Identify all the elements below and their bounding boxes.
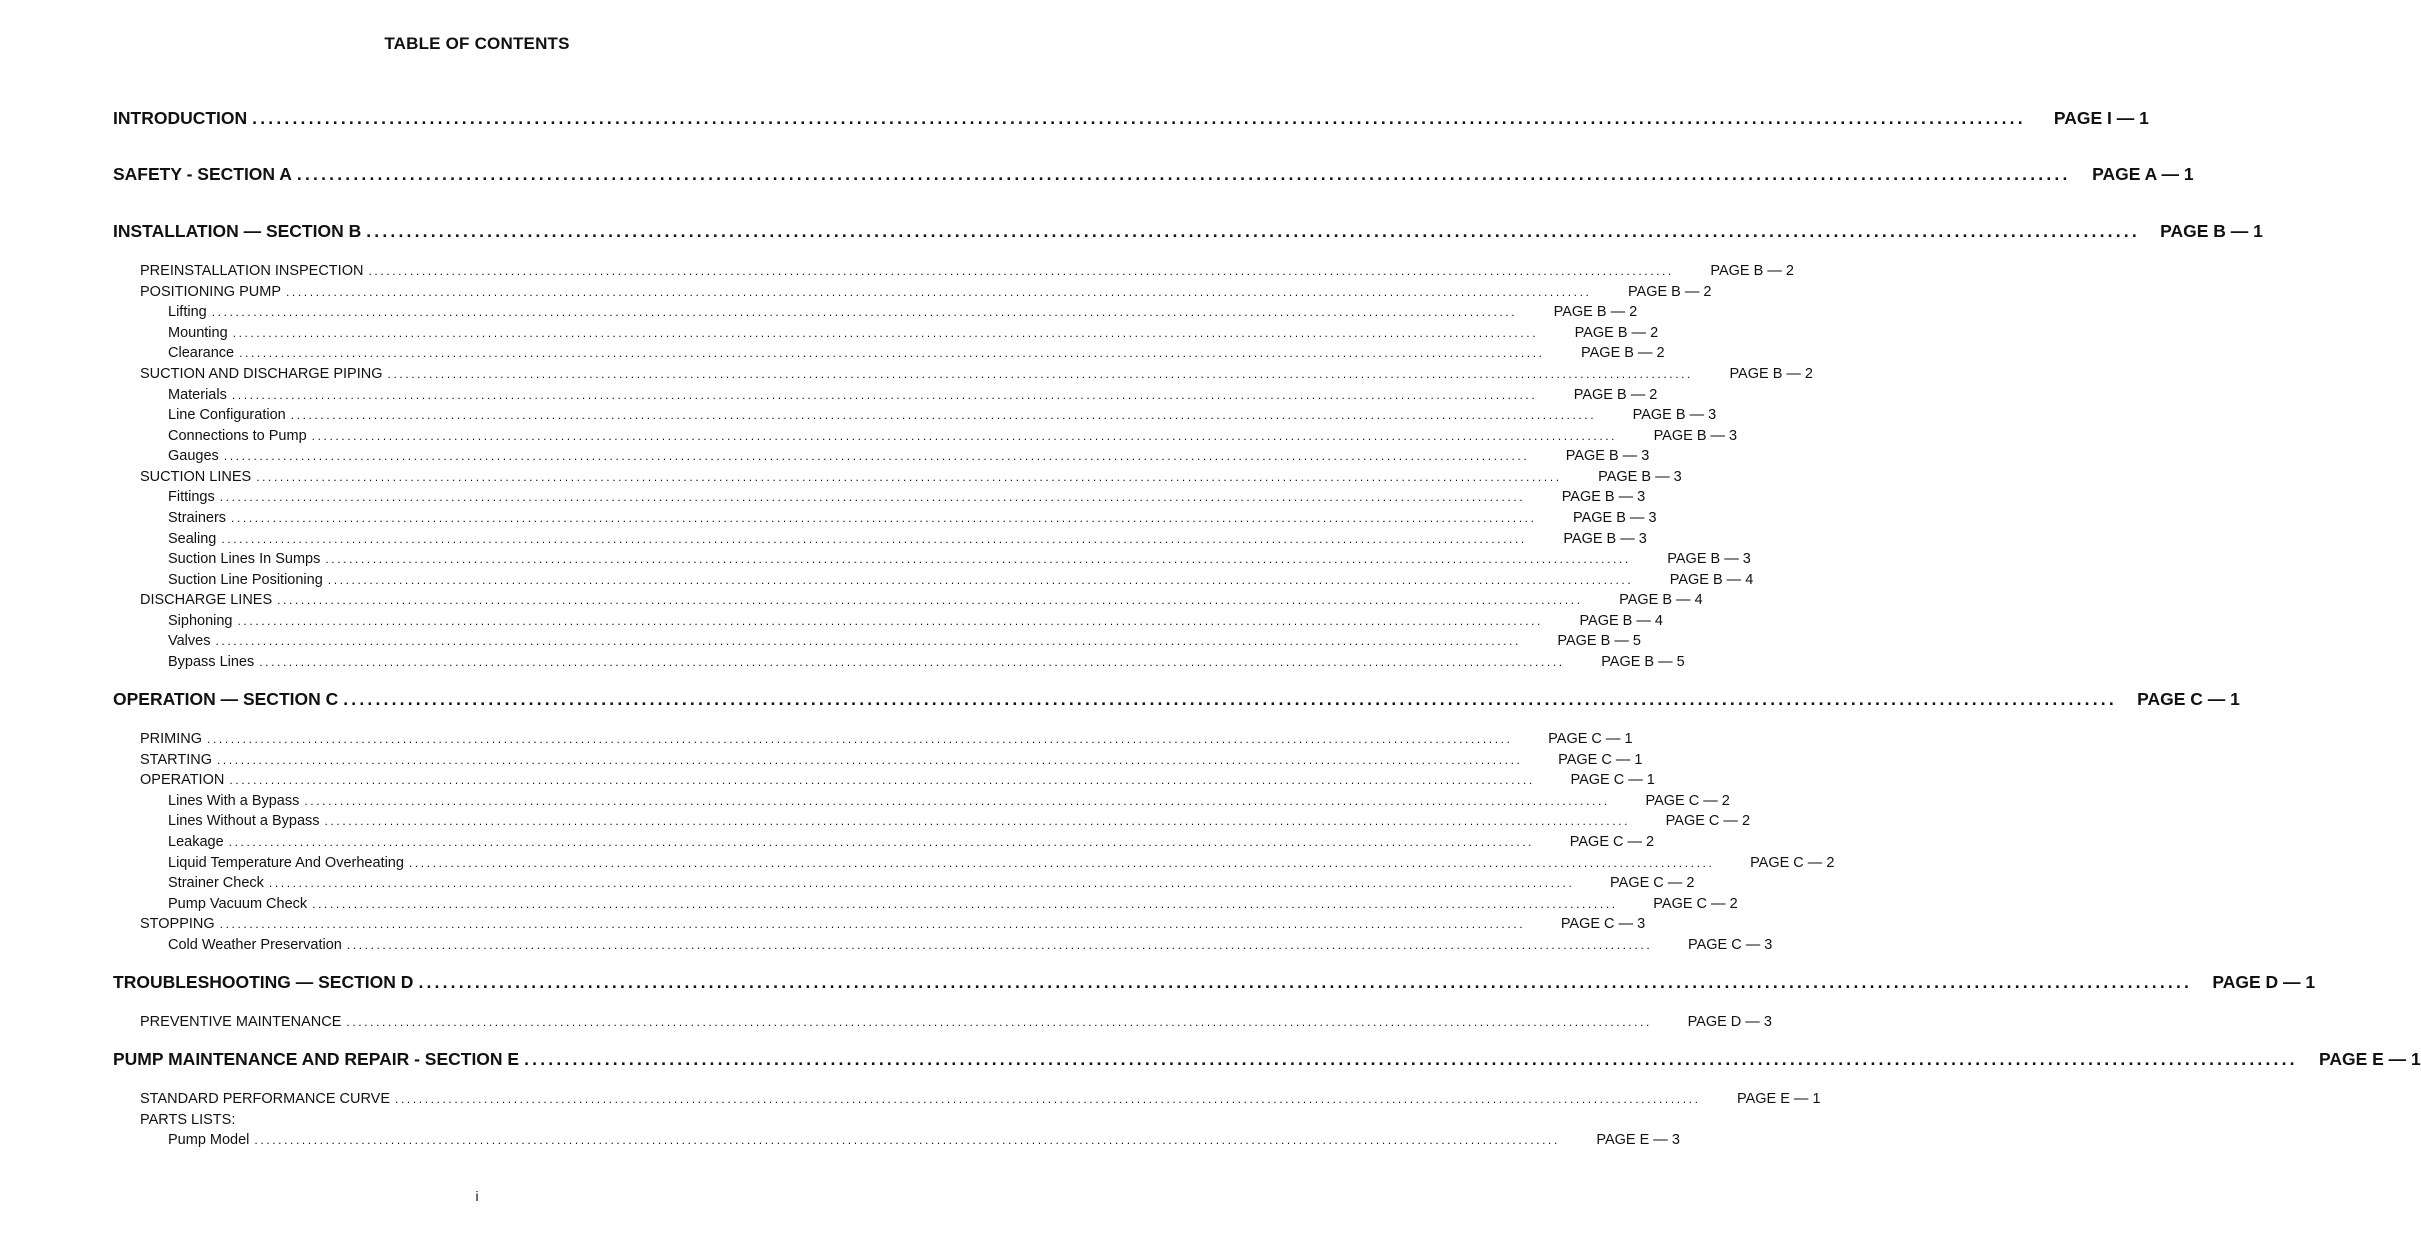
- toc-entry-discharge-lines: [140, 592, 1703, 608]
- toc-entry-operation-section-c: [113, 689, 2240, 710]
- toc-entry-siphoning: [168, 613, 1663, 629]
- toc-entry-label: Connections to Pump: [168, 428, 307, 444]
- dot-leader: ............................................................................................................................................................................................................................: [211, 305, 1518, 319]
- toc-entry-page: PAGE B — 3: [1563, 531, 1647, 547]
- toc-entry-page: PAGE E — 3: [1596, 1132, 1680, 1148]
- dot-leader: ............................................................................................................................................................................................................................: [277, 593, 1583, 607]
- toc-entry-label: DISCHARGE LINES: [140, 592, 273, 608]
- toc-entry-page: PAGE E — 1: [2318, 1049, 2421, 1069]
- toc-entry-page: PAGE B — 3: [1632, 407, 1717, 423]
- page-number: i: [475, 1188, 479, 1204]
- dot-leader: ............................................................................................................................................................................................................................: [368, 264, 1674, 278]
- toc-entry-label: SUCTION AND DISCHARGE PIPING: [140, 366, 383, 382]
- toc-entry-label: PREINSTALLATION INSPECTION: [140, 263, 364, 279]
- dot-leader: ............................................................................................................................................................................................................................: [366, 221, 2140, 241]
- toc-entry-installation-section-b: [113, 221, 2263, 242]
- dot-leader: ............................................................................................................................................................................................................................: [395, 1092, 1701, 1106]
- toc-entry-label: Lifting: [168, 304, 207, 320]
- toc-entry-preinstallation-inspection: [140, 263, 1794, 279]
- toc-entry-label: Strainers: [168, 510, 227, 526]
- toc-entry-label: Sealing: [168, 531, 217, 547]
- dot-leader: ............................................................................................................................................................................................................................: [418, 972, 2193, 992]
- dot-leader: ............................................................................................................................................................................................................................: [286, 285, 1592, 299]
- dot-leader: ............................................................................................................................................................................................................................: [239, 346, 1545, 360]
- dot-leader: ............................................................................................................................................................................................................................: [232, 326, 1539, 340]
- toc-entry-label: SAFETY - SECTION A: [113, 164, 292, 184]
- toc-entry-label: Fittings: [168, 489, 215, 505]
- toc-entry-fittings: [168, 489, 1646, 505]
- toc-entry-label: Strainer Check: [168, 875, 264, 891]
- toc-entry-gauges: [168, 448, 1650, 464]
- toc-entry-safety-section-a: [113, 164, 2194, 185]
- dot-leader: ............................................................................................................................................................................................................................: [219, 917, 1526, 931]
- toc-entry-page: PAGE C — 1: [1558, 752, 1643, 768]
- toc-entry-standard-performance-curve: [140, 1091, 1821, 1107]
- toc-entry-cold-weather-preservation: [168, 937, 1773, 953]
- toc-entry-page: PAGE C — 2: [1665, 813, 1751, 829]
- toc-entry-page: PAGE B — 4: [1619, 592, 1703, 608]
- toc-entry-label: Siphoning: [168, 613, 233, 629]
- toc-entry-page: PAGE C — 3: [1560, 916, 1646, 932]
- toc-entry-suction-line-positioning: [168, 572, 1754, 588]
- toc-entry-label: Materials: [168, 387, 227, 403]
- toc-entry-strainer-check: [168, 875, 1695, 891]
- toc-entry-page: PAGE B — 5: [1557, 633, 1641, 649]
- toc-entry-label: Liquid Temperature And Overheating: [168, 855, 404, 871]
- toc-entry-page: PAGE B — 3: [1653, 428, 1738, 444]
- dot-leader: ............................................................................................................................................................................................................................: [237, 614, 1543, 628]
- toc-entry-clearance: [168, 345, 1665, 361]
- toc-entry-page: PAGE C — 1: [1548, 731, 1633, 747]
- toc-entry-label: OPERATION: [140, 772, 225, 788]
- toc-entry-page: PAGE B — 2: [1729, 366, 1813, 382]
- toc-entry-page: PAGE B — 2: [1574, 325, 1659, 341]
- toc-entry-suction-lines-in-sumps: [168, 551, 1751, 567]
- dot-leader: ............................................................................................................................................................................................................................: [219, 490, 1526, 504]
- toc-entry-mounting: [168, 325, 1659, 341]
- toc-entry-label: Cold Weather Preservation: [168, 937, 342, 953]
- dot-leader: ............................................................................................................................................................................................................................: [215, 634, 1521, 648]
- toc-entry-positioning-pump: [140, 284, 1712, 300]
- dot-leader: ............................................................................................................................................................................................................................: [207, 732, 1513, 746]
- toc-entry-page: PAGE E — 1: [1736, 1091, 1821, 1107]
- toc-entry-preventive-maintenance: [140, 1014, 1772, 1030]
- toc-entry-lifting: [168, 304, 1638, 320]
- dot-leader: ............................................................................................................................................................................................................................: [304, 794, 1610, 808]
- dot-leader: ............................................................................................................................................................................................................................: [256, 470, 1562, 484]
- toc-entry-page: PAGE C — 3: [1687, 937, 1773, 953]
- toc-entry-connections-to-pump: [168, 428, 1738, 444]
- toc-entry-label: Pump Model: [168, 1132, 250, 1148]
- toc-entry-page: PAGE B — 3: [1667, 551, 1751, 567]
- toc-entry-stopping: [140, 916, 1646, 932]
- dot-leader: ............................................................................................................................................................................................................................: [254, 1133, 1560, 1147]
- page-title: TABLE OF CONTENTS: [384, 34, 570, 53]
- toc-entry-valves: [168, 633, 1641, 649]
- toc-entry-label: Suction Line Positioning: [168, 572, 323, 588]
- toc-entry-label: Valves: [168, 633, 211, 649]
- toc-entry-page: PAGE I — 1: [2053, 108, 2149, 128]
- toc-entry-label: SUCTION LINES: [140, 469, 252, 485]
- toc-entry-label: STOPPING: [140, 916, 215, 932]
- toc-entry-page: PAGE B — 1: [2160, 221, 2263, 241]
- toc-entry-label: Bypass Lines: [168, 654, 255, 670]
- toc-entry-page: PAGE B — 4: [1669, 572, 1754, 588]
- dot-leader: ............................................................................................................................................................................................................................: [268, 876, 1575, 890]
- toc-entry-page: PAGE D — 3: [1687, 1014, 1772, 1030]
- toc-entry-parts-lists: [140, 1112, 841, 1128]
- dot-leader: ............................................................................................................................................................................................................................: [231, 511, 1537, 525]
- dot-leader: ............................................................................................................................................................................................................................: [311, 429, 1618, 443]
- toc-entry-label: PARTS LISTS:: [140, 1112, 236, 1128]
- dot-leader: ............................................................................................................................................................................................................................: [524, 1049, 2298, 1069]
- dot-leader: ............................................................................................................................................................................................................................: [327, 573, 1634, 587]
- toc-entry-label: OPERATION — SECTION C: [113, 689, 339, 709]
- toc-entry-label: Mounting: [168, 325, 228, 341]
- toc-entry-page: PAGE C — 2: [1645, 793, 1730, 809]
- toc-entry-label: Gauges: [168, 448, 219, 464]
- toc-entry-label: Suction Lines In Sumps: [168, 551, 321, 567]
- toc-entry-page: PAGE B — 2: [1710, 263, 1794, 279]
- toc-entry-label: TROUBLESHOOTING — SECTION D: [113, 972, 414, 992]
- toc-entry-page: PAGE B — 3: [1572, 510, 1657, 526]
- toc-entry-suction-lines: [140, 469, 1682, 485]
- toc-entry-operation: [140, 772, 1655, 788]
- dot-leader: ............................................................................................................................................................................................................................: [346, 938, 1653, 952]
- toc-entry-label: PUMP MAINTENANCE AND REPAIR - SECTION E: [113, 1049, 520, 1069]
- toc-entry-label: INTRODUCTION: [113, 108, 248, 128]
- toc-entry-label: Leakage: [168, 834, 224, 850]
- dot-leader: ............................................................................................................................................................................................................................: [259, 655, 1565, 669]
- toc-entry-page: PAGE C — 2: [1610, 875, 1695, 891]
- toc-entry-materials: [168, 387, 1658, 403]
- toc-entry-page: PAGE C — 1: [2137, 689, 2240, 709]
- toc-entry-label: STARTING: [140, 752, 212, 768]
- toc-entry-pump-maintenance-and-repair-section-e: [113, 1049, 2421, 1070]
- toc-entry-introduction: [113, 108, 2149, 129]
- toc-entry-leakage: [168, 834, 1655, 850]
- toc-entry-lines-with-a-bypass: [168, 793, 1730, 809]
- toc-entry-label: INSTALLATION — SECTION B: [113, 221, 362, 241]
- toc-entry-label: PREVENTIVE MAINTENANCE: [140, 1014, 342, 1030]
- toc-entry-label: Lines Without a Bypass: [168, 813, 320, 829]
- dot-leader: ............................................................................................................................................................................................................................: [346, 1015, 1652, 1029]
- toc-entry-page: PAGE B — 3: [1561, 489, 1646, 505]
- dot-leader: ............................................................................................................................................................................................................................: [216, 753, 1523, 767]
- dot-leader: ............................................................................................................................................................................................................................: [324, 814, 1631, 828]
- toc-entry-page: PAGE C — 2: [1750, 855, 1835, 871]
- toc-entry-troubleshooting-section-d: [113, 972, 2316, 993]
- toc-entry-page: PAGE B — 2: [1553, 304, 1638, 320]
- toc-entry-label: POSITIONING PUMP: [140, 284, 281, 300]
- dot-leader: ............................................................................................................................................................................................................................: [228, 835, 1535, 849]
- dot-leader: ............................................................................................................................................................................................................................: [408, 856, 1715, 870]
- toc-entry-page: PAGE A — 1: [2092, 164, 2194, 184]
- dot-leader: ............................................................................................................................................................................................................................: [343, 689, 2117, 709]
- toc-entry-page: PAGE B — 2: [1581, 345, 1665, 361]
- toc-entry-lines-without-a-bypass: [168, 813, 1751, 829]
- toc-entry-label: Pump Vacuum Check: [168, 896, 308, 912]
- dot-leader: ............................................................................................................................................................................................................................: [252, 108, 2026, 128]
- toc-entry-label: Line Configuration: [168, 407, 286, 423]
- toc-entry-strainers: [168, 510, 1657, 526]
- toc-entry-page: PAGE B — 4: [1579, 613, 1663, 629]
- dot-leader: ............................................................................................................................................................................................................................: [290, 408, 1597, 422]
- toc-entry-page: PAGE B — 2: [1573, 387, 1658, 403]
- toc-entry-pump-model: [168, 1132, 1680, 1148]
- toc-entry-page: PAGE C — 2: [1569, 834, 1655, 850]
- dot-leader: ............................................................................................................................................................................................................................: [223, 449, 1530, 463]
- toc-entry-starting: [140, 752, 1643, 768]
- dot-leader: ............................................................................................................................................................................................................................: [221, 532, 1527, 546]
- toc-entry-page: PAGE C — 2: [1653, 896, 1738, 912]
- toc-entry-label: STANDARD PERFORMANCE CURVE: [140, 1091, 391, 1107]
- toc-entry-page: PAGE D — 1: [2212, 972, 2316, 992]
- toc-entry-page: PAGE B — 2: [1627, 284, 1712, 300]
- toc-entry-label: PRIMING: [140, 731, 203, 747]
- toc-entry-pump-vacuum-check: [168, 896, 1738, 912]
- dot-leader: ............................................................................................................................................................................................................................: [296, 164, 2071, 184]
- toc-entry-bypass-lines: [168, 654, 1685, 670]
- toc-entry-label: Clearance: [168, 345, 235, 361]
- toc-entry-sealing: [168, 531, 1647, 547]
- dot-leader: ............................................................................................................................................................................................................................: [229, 773, 1535, 787]
- dot-leader: ............................................................................................................................................................................................................................: [325, 552, 1631, 566]
- dot-leader: ............................................................................................................................................................................................................................: [312, 897, 1618, 911]
- toc-entry-line-configuration: [168, 407, 1717, 423]
- toc-entry-page: PAGE B — 3: [1598, 469, 1682, 485]
- toc-entry-label: Lines With a Bypass: [168, 793, 300, 809]
- dot-leader: ............................................................................................................................................................................................................................: [231, 388, 1538, 402]
- toc-entry-priming: [140, 731, 1633, 747]
- dot-leader: ............................................................................................................................................................................................................................: [387, 367, 1693, 381]
- toc-entry-suction-and-discharge-piping: [140, 366, 1813, 382]
- toc-entry-page: PAGE B — 5: [1601, 654, 1685, 670]
- toc-entry-liquid-temperature-and-overheating: [168, 855, 1835, 871]
- toc-entry-page: PAGE B — 3: [1565, 448, 1650, 464]
- toc-entry-page: PAGE C — 1: [1570, 772, 1655, 788]
